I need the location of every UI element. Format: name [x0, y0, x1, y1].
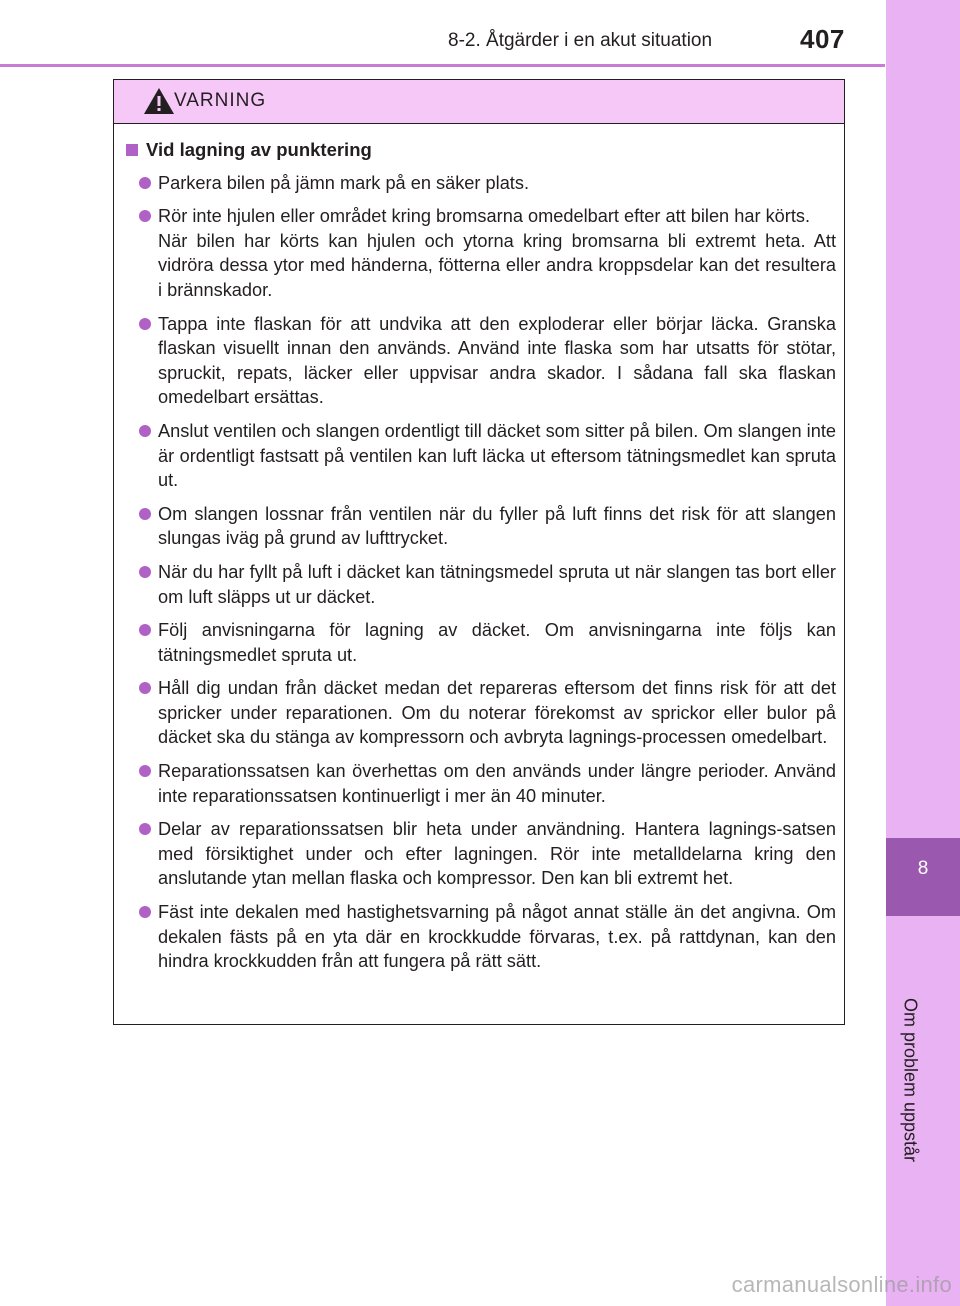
bullet-text: Delar av reparationssatsen blir heta under användning. Hantera lagnings-satsen med försiktighet under och efter lagningen. Rör inte metalldelarna kring den anslutande ytan mellan flaska och kompressor. Den kan bli extremt het.: [158, 819, 836, 889]
list-item: [126, 618, 836, 667]
header-rule: [0, 64, 885, 67]
bullet-dot-icon: [139, 624, 151, 636]
bullet-dot-icon: [139, 765, 151, 777]
bullet-text: När bilen har körts kan hjulen och ytorna kring bromsarna bli extremt heta. Att vidröra dessa ytor med händerna, fötterna eller andra kroppsdelar kan det resultera i brännskador.: [158, 230, 836, 300]
list-item: [126, 676, 836, 750]
bullet-dot-icon: [139, 823, 151, 835]
section-title: 8-2. Åtgärder i en akut situation: [448, 30, 713, 51]
list-item: [126, 759, 836, 808]
warning-box: [113, 79, 845, 1025]
bullet-list: [126, 171, 836, 974]
bullet-text: Fäst inte dekalen med hastighetsvarning på något annat ställe än det angivna. Om dekalen fästs på en yta där en krockkudde förvaras, t.ex. på rattdynan, kan den hindra krockkudden från att fungera på rätt sätt.: [158, 902, 836, 972]
bullet-dot-icon: [139, 177, 151, 189]
bullet-text: Rör inte hjulen eller området kring bromsarna omedelbart efter att bilen har körts.: [158, 206, 811, 227]
page-number: 407: [800, 24, 845, 54]
warning-content: [114, 124, 844, 974]
list-item: [126, 204, 836, 302]
bullet-dot-icon: [139, 318, 151, 330]
chapter-number: 8: [917, 858, 929, 879]
bullet-text: Reparationssatsen kan överhettas om den används under längre perioder. Använd inte reparationssatsen kontinuerligt i mer än 40 minuter.: [158, 761, 836, 806]
bullet-text: Håll dig undan från däcket medan det repareras eftersom det finns risk för att det spricker under reparationen. Om du noterar förekomst av sprickor eller bulor på däcket ska du stänga av kompressorn och avbryta lagnings-processen omedelbart.: [158, 678, 836, 748]
bullet-dot-icon: [139, 566, 151, 578]
bullet-dot-icon: [139, 425, 151, 437]
bullet-text: Följ anvisningarna för lagning av däcket. Om anvisningarna inte följs kan tätningsmedlet spruta ut.: [158, 620, 836, 665]
bullet-text: Om slangen lossnar från ventilen när du fyller på luft finns det risk för att slangen slungas iväg på grund av lufttrycket.: [158, 503, 836, 549]
side-tab-lower: [886, 916, 960, 1306]
bullet-dot-icon: [139, 682, 151, 694]
list-item: [126, 817, 836, 891]
list-item: [126, 171, 836, 196]
warning-label: VARNING: [174, 90, 267, 111]
watermark: carmanualsonline.info: [731, 1272, 952, 1297]
list-item: [126, 419, 836, 493]
warning-triangle-icon: [142, 86, 176, 116]
warning-subheading: [126, 138, 836, 163]
bullet-dot-icon: [139, 906, 151, 918]
bullet-dot-icon: [139, 210, 151, 222]
warning-header: [114, 80, 844, 124]
chapter-title: Om problem uppstår: [900, 997, 921, 1163]
list-item: [126, 312, 836, 410]
bullet-text: När du har fyllt på luft i däcket kan tätningsmedel spruta ut när slangen tas bort eller om luft släpps ut ur däcket.: [158, 561, 836, 607]
bullet-text: Parkera bilen på jämn mark på en säker plats.: [158, 172, 530, 193]
warning-subheading-text: Vid lagning av punktering: [146, 139, 372, 160]
bullet-text: Anslut ventilen och slangen ordentligt till däcket som sitter på bilen. Om slangen inte är ordentligt fastsatt på ventilen kan luft läcka ut eftersom tätningsmedlet kan spruta ut.: [158, 420, 836, 491]
bullet-dot-icon: [139, 508, 151, 520]
list-item: [126, 900, 836, 974]
side-tab-upper: [886, 0, 960, 838]
list-item: [126, 560, 836, 609]
list-item: [126, 502, 836, 551]
square-bullet-icon: [126, 144, 138, 156]
bullet-text: Tappa inte flaskan för att undvika att den exploderar eller börjar läcka. Granska flaskan visuellt innan den används. Använd inte flaska som har utsatts för stötar, spruckit, repats, läcker eller uppvisar andra skador. I sådana fall ska flaskan omedelbart ersättas.: [158, 313, 836, 408]
